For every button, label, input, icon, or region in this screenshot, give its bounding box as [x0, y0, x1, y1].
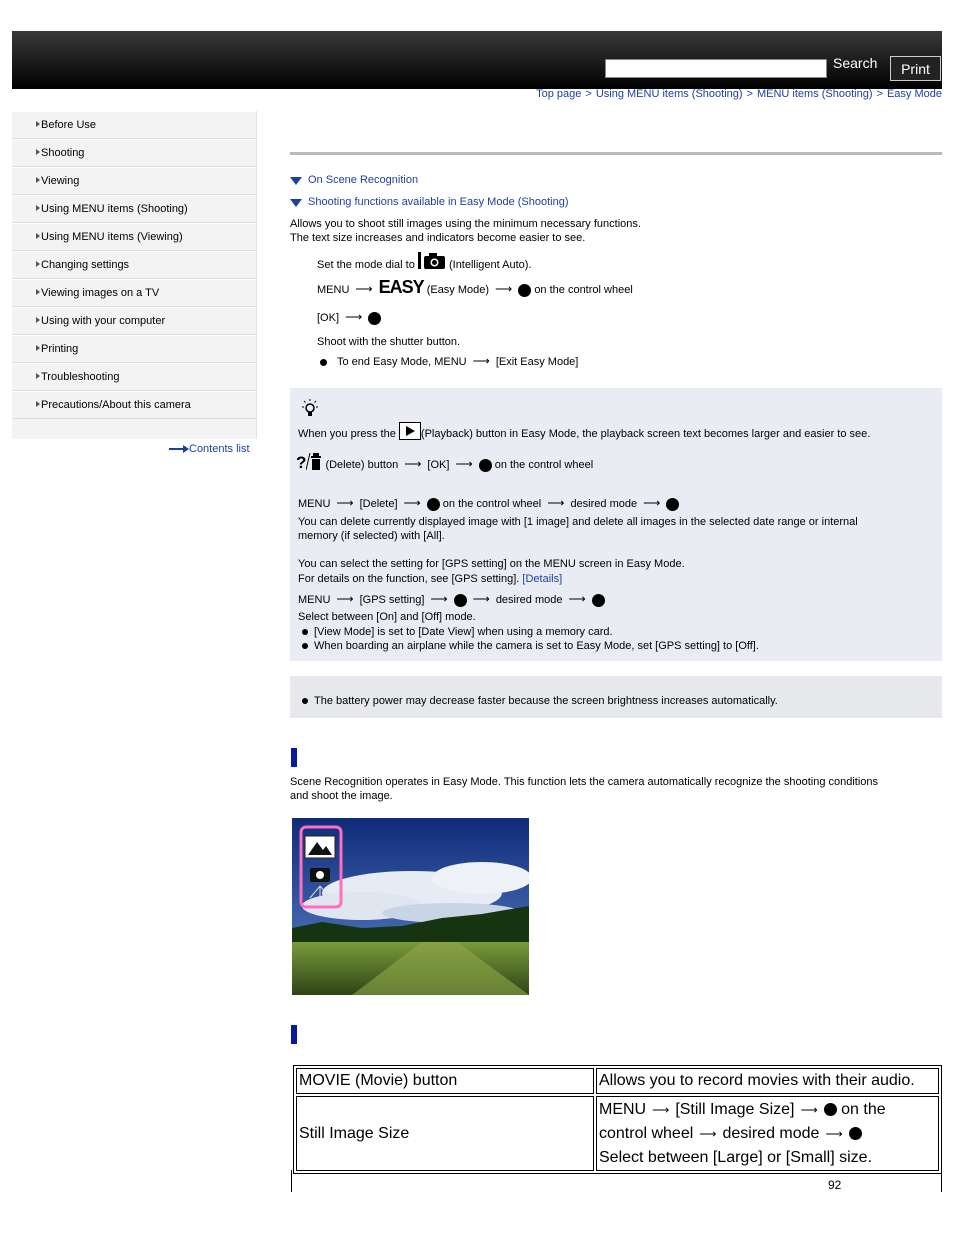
link-scene-recognition[interactable]	[290, 174, 418, 186]
sidebar-item-printing[interactable]	[12, 335, 256, 363]
hint-text: desired mode	[495, 594, 563, 606]
chevron-right-icon	[36, 373, 40, 379]
search-button[interactable]: Search	[833, 55, 878, 71]
table-cell: Still Image Size	[296, 1096, 594, 1171]
triangle-down-icon	[290, 177, 302, 185]
hint-text: For details on the function, see [GPS setting].	[298, 573, 520, 585]
sidebar-item-label: Viewing images on a TV	[41, 287, 160, 299]
step-end-easy	[320, 354, 578, 368]
arrow-right-icon: ⟶	[568, 592, 586, 606]
breadcrumb-sep: >	[585, 88, 592, 100]
arrow-right-icon: ⟶	[430, 592, 448, 606]
intro-line: The text size increases and indicators become easier to see.	[290, 232, 586, 244]
hint-delete-button	[296, 453, 593, 473]
link-label: Shooting functions available in Easy Mode (Shooting)	[308, 196, 569, 208]
hint-playback	[298, 422, 870, 440]
arrow-right-icon: ⟶	[652, 1103, 670, 1117]
details-link[interactable]: [Details]	[522, 573, 563, 585]
chevron-right-icon	[36, 149, 40, 155]
chevron-right-icon	[36, 401, 40, 407]
table-row	[296, 1096, 939, 1171]
page-number: 92	[828, 1178, 842, 1192]
scene-line: Scene Recognition operates in Easy Mode. This function lets the camera automatically recognize the shooting conditions	[290, 776, 879, 788]
sidebar	[12, 111, 257, 439]
easy-icon: EASY	[378, 277, 424, 297]
link-label: On Scene Recognition	[308, 174, 419, 186]
hint-select	[298, 611, 476, 623]
section-heading-marker	[291, 748, 297, 767]
hint-text: memory (if selected) with [All].	[298, 530, 445, 542]
hint-text: on the control wheel	[442, 498, 542, 510]
chevron-right-icon	[36, 121, 40, 127]
step-text: on the control wheel	[534, 284, 633, 296]
hint-text: (Delete) button	[325, 459, 399, 471]
bullet-icon	[302, 643, 308, 649]
sidebar-item-label: Changing settings	[41, 259, 130, 271]
cell-text: on the	[841, 1101, 886, 1118]
chevron-right-icon	[36, 289, 40, 295]
note-box	[290, 676, 942, 718]
breadcrumb-using-menu[interactable]: Using MENU items (Shooting)	[595, 88, 743, 100]
functions-table	[293, 1065, 942, 1174]
center-button-icon	[427, 498, 440, 511]
arrow-right-icon: ⟶	[404, 457, 422, 471]
help-icon: ?	[296, 453, 307, 472]
intro-text	[290, 217, 641, 245]
scene-recognition-photo	[292, 818, 529, 995]
title-divider	[290, 152, 942, 155]
hint-text: desired mode	[570, 498, 638, 510]
cell-text: desired mode	[722, 1125, 820, 1142]
arrow-right-icon: ⟶	[336, 592, 354, 606]
search-input[interactable]	[605, 59, 827, 78]
scene-text	[290, 775, 878, 803]
sidebar-item-label: Precautions/About this camera	[41, 399, 191, 411]
arrow-right-icon: ⟶	[455, 457, 473, 471]
sidebar-item-label: Troubleshooting	[41, 371, 120, 383]
chevron-right-icon	[36, 205, 40, 211]
triangle-down-icon	[290, 199, 302, 207]
step-text: (Easy Mode)	[426, 284, 490, 296]
arrow-right-icon: ⟶	[472, 592, 490, 606]
center-button-icon	[849, 1127, 862, 1140]
sidebar-item-label: Using with your computer	[41, 315, 166, 327]
intelligent-auto-icon	[418, 252, 446, 270]
chevron-right-icon	[36, 261, 40, 267]
arrow-right-icon	[169, 445, 189, 453]
hint-text: Select between [On] and [Off] mode.	[298, 611, 476, 623]
arrow-right-icon: ⟶	[547, 496, 565, 510]
breadcrumb-top-page[interactable]: Top page	[536, 88, 582, 100]
sidebar-item-troubleshooting[interactable]	[12, 363, 256, 391]
step-text: MENU	[317, 284, 350, 296]
sidebar-item-label: Using MENU items (Viewing)	[41, 231, 183, 243]
sidebar-item-menu-viewing[interactable]	[12, 223, 256, 251]
table-cell: Allows you to record movies with their audio.	[596, 1068, 939, 1094]
step-text: [Exit Easy Mode]	[495, 356, 579, 368]
step-ok	[317, 310, 381, 325]
hint-text: [Delete]	[359, 498, 398, 510]
note-item	[302, 695, 778, 707]
center-button-icon	[666, 498, 679, 511]
breadcrumb-menu-items[interactable]: MENU items (Shooting)	[756, 88, 873, 100]
step-text: (Intelligent Auto).	[448, 259, 532, 271]
link-shooting-functions[interactable]	[290, 196, 569, 208]
sidebar-item-menu-shooting[interactable]	[12, 195, 256, 223]
note-text: The battery power may decrease faster because the screen brightness increases automatically.	[314, 695, 778, 707]
arrow-right-icon: ⟶	[699, 1127, 717, 1141]
arrow-right-icon: ⟶	[643, 496, 661, 510]
trash-icon	[306, 453, 322, 470]
page-border-left	[291, 1170, 292, 1192]
sidebar-item-changing-settings[interactable]	[12, 251, 256, 279]
breadcrumb-sep: >	[746, 88, 753, 100]
cell-text: MENU	[599, 1101, 647, 1118]
hint-text: MENU	[298, 498, 331, 510]
chevron-right-icon	[36, 345, 40, 351]
breadcrumb-sep: >	[876, 88, 883, 100]
sidebar-item-label: Printing	[41, 343, 79, 355]
contents-list-link[interactable]	[169, 443, 250, 455]
step-text: [OK]	[317, 312, 340, 324]
sidebar-item-shooting[interactable]	[12, 139, 256, 167]
cell-text: control wheel	[599, 1125, 694, 1142]
step-text: To end Easy Mode, MENU	[337, 356, 467, 368]
hint-delete-menu	[298, 496, 679, 511]
bullet-icon	[302, 629, 308, 635]
hint-text: When boarding an airplane while the camera is set to Easy Mode, set [GPS setting] to [Off].	[314, 640, 759, 652]
arrow-right-icon: ⟶	[495, 282, 513, 296]
hint-bullets	[302, 625, 759, 653]
breadcrumb-easy-mode[interactable]: Easy Mode	[886, 88, 942, 100]
sidebar-item-label: Viewing	[41, 175, 80, 187]
chevron-right-icon	[36, 233, 40, 239]
sidebar-item-tv[interactable]	[12, 279, 256, 307]
hint-text: MENU	[298, 594, 331, 606]
arrow-right-icon: ⟶	[345, 310, 363, 324]
hint-text: (Playback) button in Easy Mode, the playback screen text becomes larger and easier to see.	[420, 428, 871, 440]
hint-text: You can delete currently displayed image with [1 image] and delete all images in the selected date range or internal	[298, 516, 858, 528]
chevron-right-icon	[36, 177, 40, 183]
step-shoot	[317, 336, 460, 348]
hint-box	[290, 388, 942, 661]
list-item	[302, 625, 759, 639]
center-button-icon	[592, 594, 605, 607]
bullet-icon	[302, 698, 308, 704]
list-item	[302, 639, 759, 653]
step-mode-dial	[317, 252, 532, 271]
scene-line: and shoot the image.	[290, 790, 393, 802]
hint-text: [OK]	[427, 459, 450, 471]
contents-list-label: Contents list	[189, 443, 250, 455]
hint-text: When you press the	[298, 428, 396, 440]
hint-text: [View Mode] is set to [Date View] when using a memory card.	[314, 626, 613, 638]
print-button[interactable]: Print	[890, 56, 941, 81]
cell-text: Select between [Large] or [Small] size.	[599, 1149, 873, 1166]
hint-text: You can select the setting for [GPS setting] on the MENU screen in Easy Mode.	[298, 558, 685, 570]
hint-delete-text	[298, 515, 858, 543]
breadcrumb	[536, 88, 942, 100]
table-cell: MOVIE (Movie) button	[296, 1068, 594, 1094]
arrow-right-icon: ⟶	[355, 282, 373, 296]
table-cell	[596, 1096, 939, 1171]
chevron-right-icon	[36, 317, 40, 323]
cell-text: [Still Image Size]	[675, 1101, 795, 1118]
center-button-icon	[368, 312, 381, 325]
hint-text: [GPS setting]	[359, 594, 425, 606]
arrow-right-icon: ⟶	[800, 1103, 818, 1117]
step-text: Set the mode dial to	[317, 259, 415, 271]
step-menu-easy	[317, 277, 633, 298]
playback-icon	[399, 422, 421, 440]
section-heading-marker	[291, 1025, 297, 1044]
center-button-icon	[518, 284, 531, 297]
lightbulb-icon	[300, 398, 320, 418]
sidebar-item-computer[interactable]	[12, 307, 256, 335]
hint-text: on the control wheel	[494, 459, 594, 471]
page-border-right	[941, 1170, 942, 1192]
sidebar-item-label: Before Use	[41, 119, 97, 131]
bullet-icon	[320, 359, 327, 366]
intro-line: Allows you to shoot still images using the minimum necessary functions.	[290, 218, 641, 230]
step-text: Shoot with the shutter button.	[317, 336, 461, 348]
arrow-right-icon: ⟶	[403, 496, 421, 510]
center-button-icon	[824, 1103, 837, 1116]
sidebar-item-precautions[interactable]	[12, 391, 256, 419]
hint-gps-menu	[298, 592, 605, 607]
sidebar-item-label: Shooting	[41, 147, 85, 159]
hint-gps	[298, 557, 685, 587]
sidebar-item-viewing[interactable]	[12, 167, 256, 195]
arrow-right-icon: ⟶	[472, 354, 490, 368]
table-row	[296, 1068, 939, 1094]
sidebar-item-before-use[interactable]	[12, 111, 256, 139]
center-button-icon	[454, 594, 467, 607]
sidebar-item-label: Using MENU items (Shooting)	[41, 203, 188, 215]
arrow-right-icon: ⟶	[825, 1127, 843, 1141]
center-button-icon	[479, 459, 492, 472]
arrow-right-icon: ⟶	[336, 496, 354, 510]
